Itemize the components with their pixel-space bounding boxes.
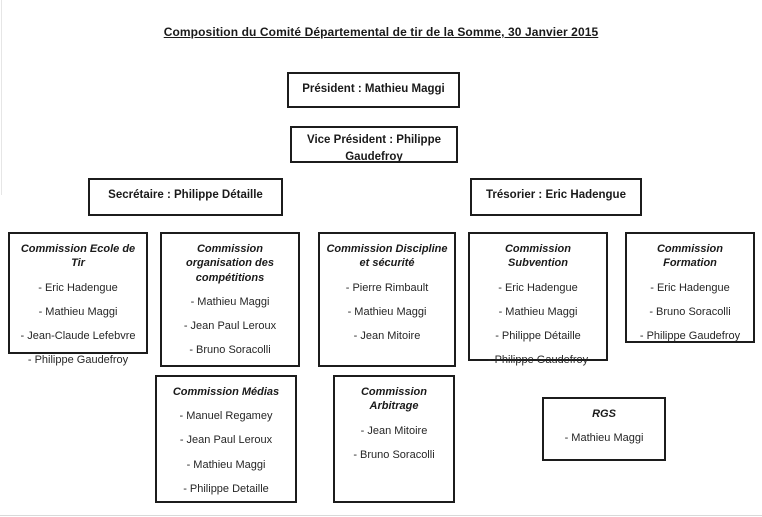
member-name: - Mathieu Maggi: [186, 458, 266, 471]
member-name: - Mathieu Maggi: [38, 305, 118, 318]
commission-medias-box: [155, 375, 297, 503]
member-name: - Philippe Détaille: [495, 329, 581, 342]
rgs-box: [542, 397, 666, 461]
commission-arbitrage-box: [333, 375, 455, 503]
vice-president-box: [290, 126, 458, 163]
member-name: - Jean Paul Leroux: [183, 320, 277, 333]
member-name: - Philippe Gaudefroy: [487, 354, 589, 367]
member-name: - Eric Hadengue: [650, 281, 730, 294]
commission-title: RGS: [592, 408, 616, 420]
member-name: - Jean Paul Leroux: [179, 434, 273, 447]
treasurer-box: [470, 178, 642, 216]
member-name: - Mathieu Maggi: [498, 305, 578, 318]
commission-subvention-box: [468, 232, 608, 367]
page-edge-line: [0, 515, 762, 516]
commission-title: Commission Médias: [172, 386, 280, 398]
commission-ecole-de-tir-box: [8, 232, 148, 367]
page-title: Composition du Comité Départemental de tir de la Somme, 30 Janvier 2015: [163, 25, 599, 39]
member-name: - Bruno Soracolli: [649, 305, 731, 318]
member-name: - Bruno Soracolli: [353, 448, 435, 461]
member-name: - Mathieu Maggi: [564, 432, 644, 445]
president-box: [287, 72, 460, 108]
commission-title: Commission Ecole de Tir: [20, 243, 136, 270]
member-name: - Eric Hadengue: [38, 281, 118, 294]
vice-president-label: Vice Président : Philippe Gaudefroy: [307, 134, 441, 163]
commission-title: Commission organisation des compétitions: [185, 243, 275, 284]
commission-formation-box: [625, 232, 755, 343]
member-name: - Jean Mitoire: [360, 424, 428, 437]
member-name: - Jean Mitoire: [353, 329, 421, 342]
president-label: Président : Mathieu Maggi: [302, 83, 445, 95]
member-name: - Mathieu Maggi: [347, 305, 427, 318]
treasurer-label: Trésorier : Eric Hadengue: [486, 189, 626, 201]
commission-discipline-box: [318, 232, 456, 367]
member-name: - Manuel Regamey: [179, 410, 273, 423]
commission-title: Commission Discipline et sécurité: [326, 243, 448, 270]
commission-title: Commission Subvention: [504, 243, 571, 270]
secretary-label: Secrétaire : Philippe Détaille: [108, 189, 263, 201]
commission-title: Commission Arbitrage: [360, 386, 427, 413]
member-name: - Bruno Soracolli: [189, 344, 271, 357]
commission-title: Commission Formation: [656, 243, 723, 270]
commission-organisation-box: [160, 232, 300, 367]
member-name: - Eric Hadengue: [498, 281, 578, 294]
member-name: - Jean-Claude Lefebvre: [20, 329, 136, 342]
secretary-box: [88, 178, 283, 216]
member-name: - Philippe Gaudefroy: [639, 329, 741, 342]
member-name: - Philippe Detaille: [183, 482, 269, 495]
member-name: - Mathieu Maggi: [190, 295, 270, 308]
member-name: - Pierre Rimbault: [345, 281, 429, 294]
member-name: - Philippe Gaudefroy: [27, 354, 129, 367]
